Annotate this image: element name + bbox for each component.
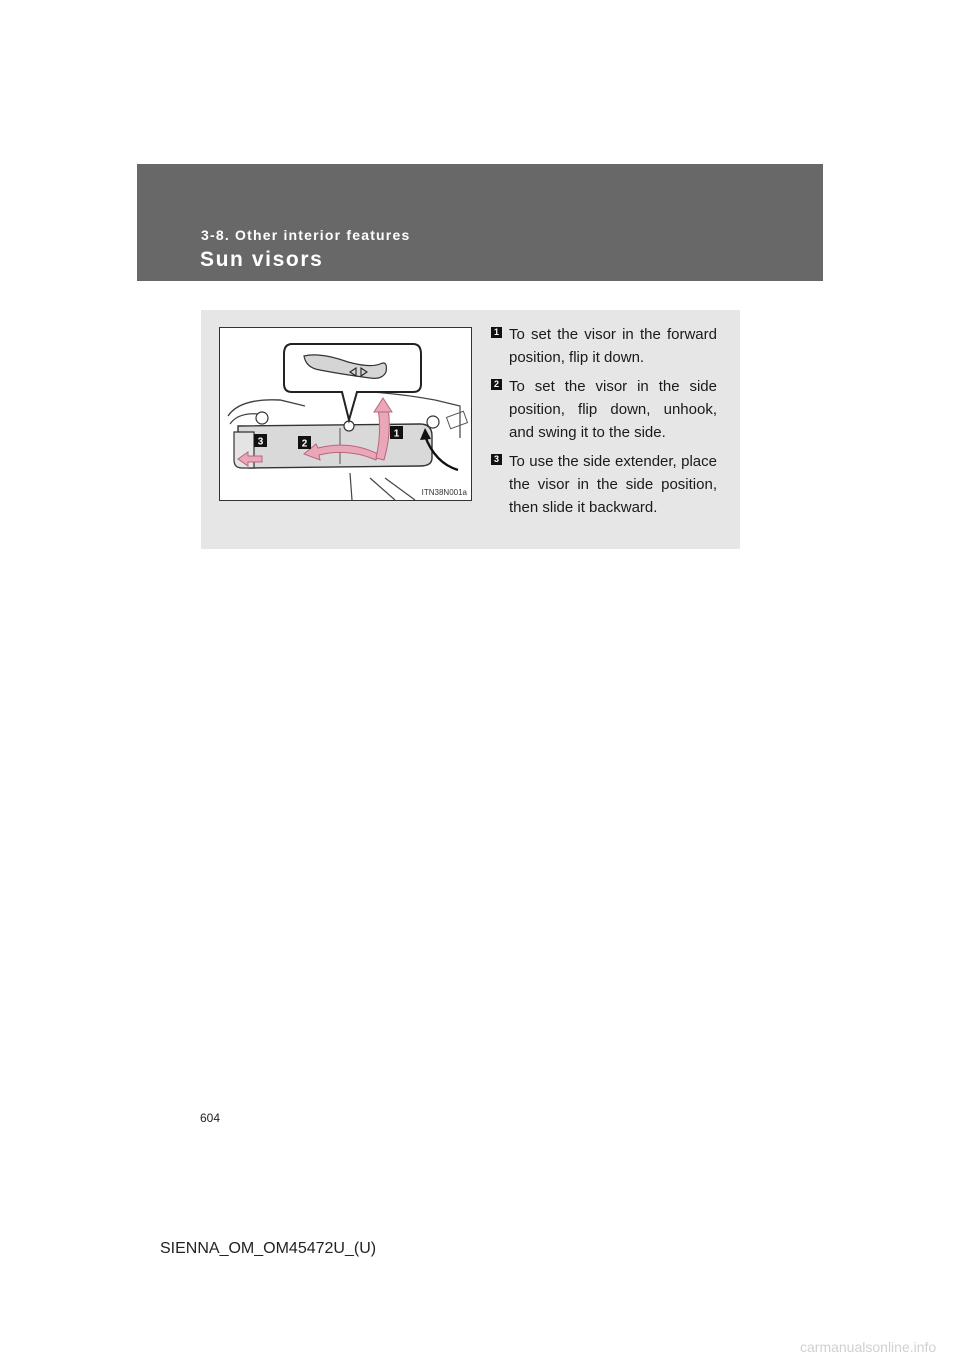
step-number-badge: 2 [491, 379, 502, 390]
step-text: To set the visor in the forward position, flip it down. [509, 326, 717, 366]
callout-3-label: 3 [257, 436, 264, 448]
step-item [489, 323, 717, 369]
windshield-line-1 [370, 478, 395, 500]
step-text: To set the visor in the side position, flip down, unhook, and swing it to the side. [509, 378, 717, 441]
step-number-badge: 3 [491, 454, 502, 465]
content-box [201, 310, 740, 549]
figure-code: ITN38N001a [421, 488, 467, 497]
vent-shape [446, 411, 467, 428]
step-item [489, 375, 717, 444]
step-list [489, 323, 717, 525]
page-number: 604 [200, 1111, 221, 1125]
section-label: 3-8. Other interior features [201, 227, 411, 243]
step-item [489, 450, 717, 519]
page-title: Sun visors [200, 248, 324, 271]
left-clip [256, 412, 268, 424]
callout-1-label: 1 [393, 428, 400, 440]
watermark: carmanualsonline.info [800, 1339, 937, 1355]
right-hook [427, 416, 439, 428]
flip-arrow-head-icon [374, 398, 392, 412]
callout-2-label: 2 [301, 438, 308, 450]
windshield-line-2 [385, 478, 415, 500]
windshield-line-3 [350, 473, 352, 500]
sun-visor-drawing [220, 328, 471, 500]
sun-visor-illustration [219, 327, 472, 501]
header-band [137, 164, 823, 281]
document-code: SIENNA_OM_OM45472U_(U) [160, 1240, 377, 1257]
step-text: To use the side extender, place the visor in the side position, then slide it backward. [509, 453, 717, 516]
step-number-badge: 1 [491, 327, 502, 338]
